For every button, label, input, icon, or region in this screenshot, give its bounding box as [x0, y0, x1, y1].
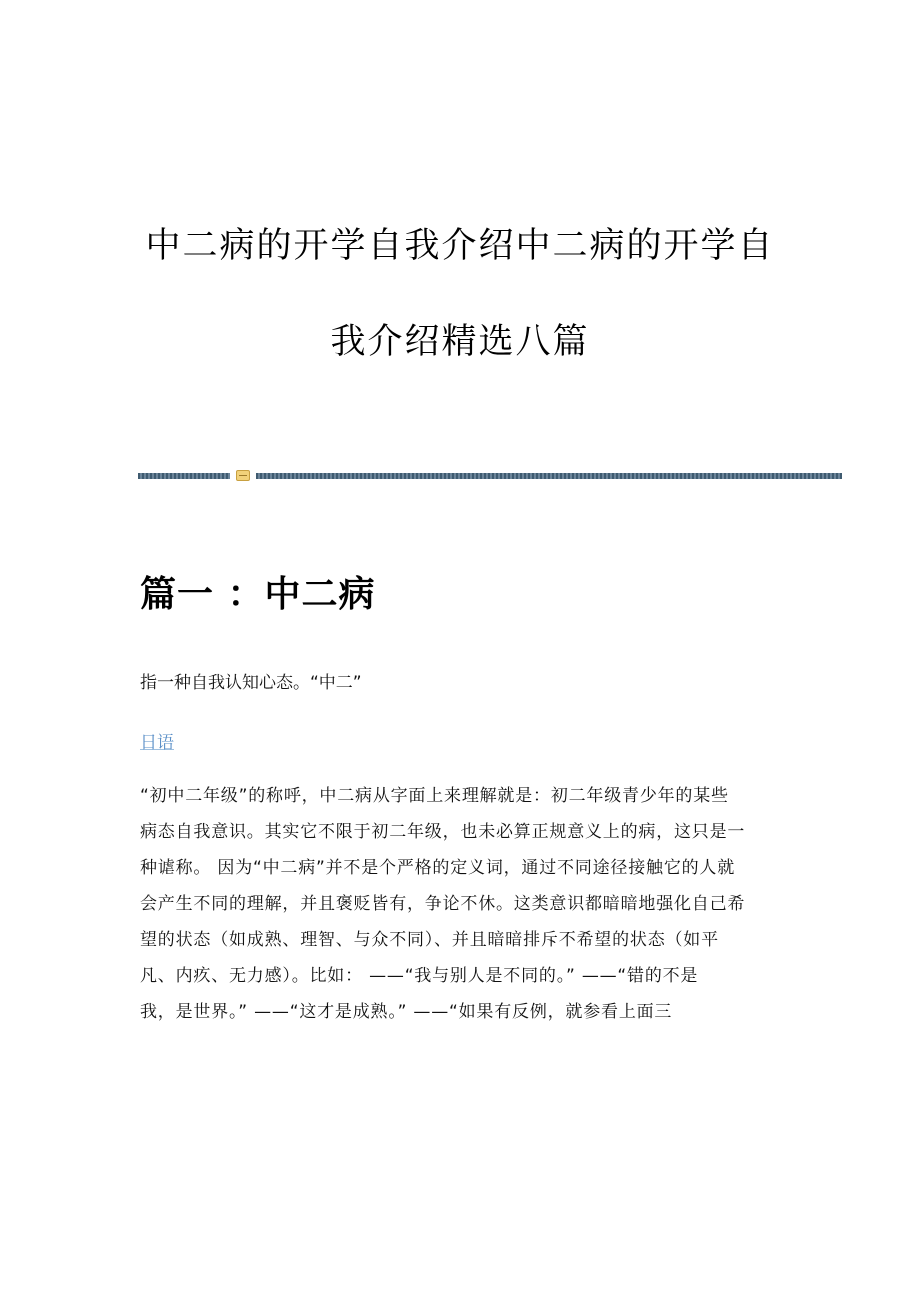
document-title-line-2: 我介绍精选八篇 [330, 322, 590, 362]
title-divider [138, 470, 842, 482]
japanese-link[interactable]: 日语 [140, 733, 174, 753]
document-title-line-1: 中二病的开学自我介绍中二病的开学自 [145, 226, 775, 266]
body-paragraph [140, 778, 790, 1030]
body-line: 病态自我意识。其实它不限于初二年级，也未必算正规意义上的病，这只是一 [140, 822, 746, 842]
intro-paragraph: 指一种自我认知心态。“中二” [140, 673, 362, 693]
body-line: 我，是世界。” ——“这才是成熟。” ——“如果有反例，就参看上面三 [140, 1002, 673, 1022]
divider-bar-right [256, 473, 842, 479]
divider-bar-left [138, 473, 230, 479]
body-line: 凡、内疚、无力感）。比如： ——“我与别人是不同的。” ——“错的不是 [140, 966, 699, 986]
body-line: 望的状态（如成熟、理智、与众不同）、并且暗暗排斥不希望的状态（如平 [140, 930, 719, 950]
divider-ornament-icon [236, 470, 250, 481]
body-line: “初中二年级”的称呼，中二病从字面上来理解就是：初二年级青少年的某些 [140, 786, 729, 806]
body-line: 会产生不同的理解，并且褒贬皆有，争论不休。这类意识都暗暗地强化自己希 [140, 894, 746, 914]
section-heading: 篇一 ：中二病 [140, 574, 376, 615]
body-line: 种谑称。 因为“中二病”并不是个严格的定义词，通过不同途径接触它的人就 [140, 858, 736, 878]
